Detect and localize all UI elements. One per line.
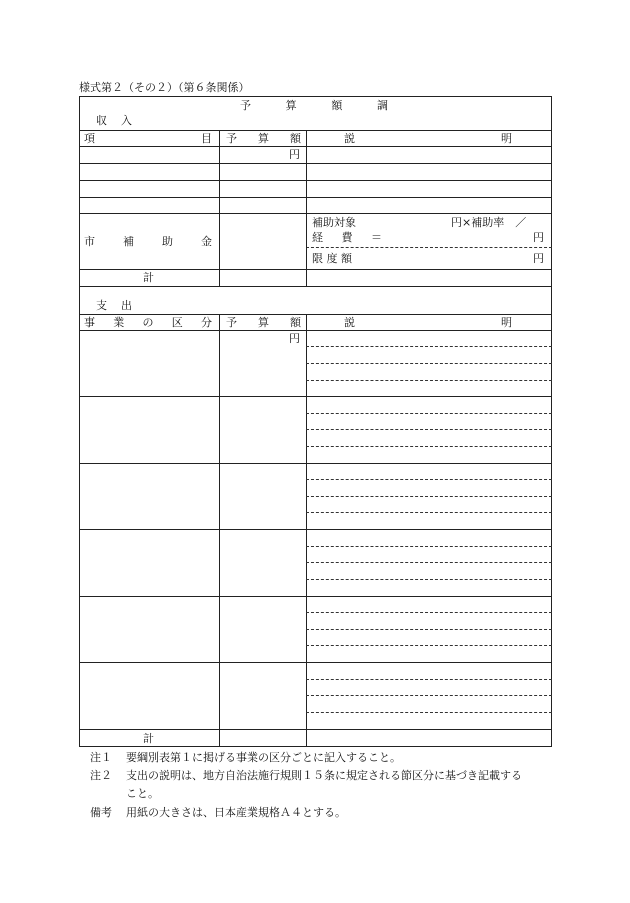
- expense-label: 経 費 ＝: [312, 231, 382, 244]
- dashed-rule: [306, 562, 552, 563]
- note-1-label: 注１: [90, 751, 112, 764]
- dashed-rule: [306, 679, 552, 680]
- col-header-item: 項 目: [84, 132, 212, 145]
- rule: [79, 662, 552, 663]
- dashed-rule: [306, 479, 552, 480]
- limit-unit: 円: [533, 252, 544, 265]
- note-1-text: 要綱別表第１に掲げる事業の区分ごとに記入すること。: [126, 751, 401, 764]
- col-divider: [306, 314, 307, 747]
- dashed-rule: [306, 247, 552, 248]
- dashed-rule: [306, 629, 552, 630]
- col-header-category: 事 業 の 区 分: [84, 316, 212, 329]
- form-number: 様式第２（その２）（第６条関係）: [79, 81, 250, 94]
- col-header-explain: 説 明: [344, 132, 512, 145]
- rule: [79, 529, 552, 530]
- unit-yen: 円: [289, 332, 300, 345]
- col-divider: [306, 130, 307, 286]
- rule: [79, 180, 552, 181]
- rule: [79, 596, 552, 597]
- dashed-rule: [306, 512, 552, 513]
- rule: [79, 463, 552, 464]
- col-header-explain: 説 明: [344, 316, 512, 329]
- dashed-rule: [306, 429, 552, 430]
- rule: [79, 314, 552, 315]
- note-2-text-cont: こと。: [126, 787, 159, 800]
- rule: [79, 396, 552, 397]
- col-header-budget: 予 算 額: [226, 132, 301, 145]
- dashed-rule: [306, 579, 552, 580]
- rule: [79, 146, 552, 147]
- note-2-label: 注２: [90, 769, 112, 782]
- note-2-text: 支出の説明は、地方自治法施行規則１５条に規定される節区分に基づき記載する: [126, 769, 522, 782]
- subsidy-label: 市 補 助 金: [84, 235, 212, 248]
- dashed-rule: [306, 645, 552, 646]
- unit-yen: 円: [289, 148, 300, 161]
- subsidy-rate-label: 円×補助率 ／: [451, 216, 527, 229]
- rule: [79, 729, 552, 730]
- dashed-rule: [306, 546, 552, 547]
- remarks-label: 備考: [90, 806, 112, 819]
- dashed-rule: [306, 612, 552, 613]
- rule: [79, 330, 552, 331]
- expense-section-label: 支 出: [96, 299, 132, 312]
- dashed-rule: [306, 380, 552, 381]
- rule: [79, 130, 552, 131]
- rule: [79, 197, 552, 198]
- dashed-rule: [306, 446, 552, 447]
- expense-total-label: 計: [143, 732, 154, 745]
- col-divider: [219, 314, 220, 747]
- dashed-rule: [306, 363, 552, 364]
- rule: [79, 213, 552, 214]
- dashed-rule: [306, 712, 552, 713]
- income-section-label: 収 入: [96, 114, 132, 127]
- rule: [79, 163, 552, 164]
- subsidy-target-label: 補助対象: [312, 216, 356, 229]
- dashed-rule: [306, 695, 552, 696]
- expense-unit: 円: [533, 231, 544, 244]
- dashed-rule: [306, 496, 552, 497]
- rule: [79, 286, 552, 287]
- remarks-text: 用紙の大きさは、日本産業規格Ａ４とする。: [126, 806, 346, 819]
- budget-table: [79, 96, 552, 747]
- income-total-label: 計: [143, 271, 154, 284]
- table-title: 予 算 額 調: [240, 99, 388, 112]
- limit-label: 限 度 額: [312, 252, 352, 265]
- rule: [79, 269, 552, 270]
- col-divider: [219, 130, 220, 286]
- dashed-rule: [306, 413, 552, 414]
- dashed-rule: [306, 346, 552, 347]
- col-header-budget: 予 算 額: [226, 316, 301, 329]
